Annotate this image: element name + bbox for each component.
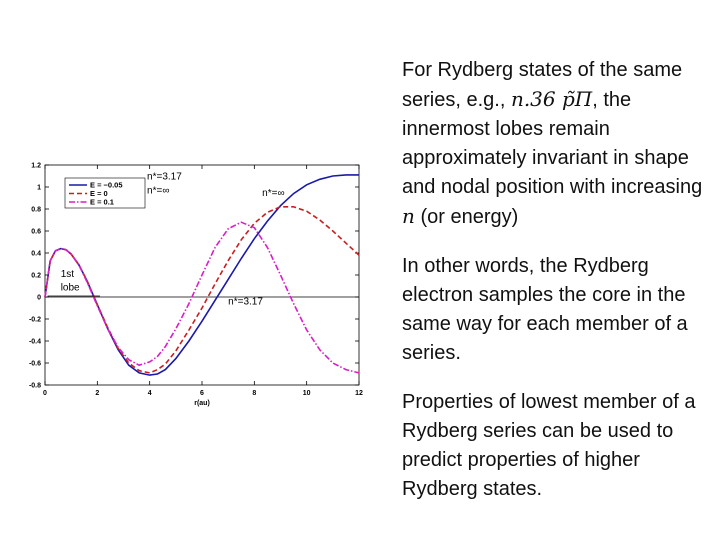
y-tick-label: 0.6 [31,228,41,236]
paragraph-core-sampling: In other words, the Rydberg electron samples the core in the same way for each member of a series. [402,255,688,364]
y-tick-label: -0.6 [28,360,41,368]
p1-line2-pre: series, e.g., [402,89,511,111]
annotation-5: 1st [60,269,75,281]
y-tick-label: 0.4 [31,250,41,258]
state-notation: n.36 p̃Π [510,87,593,111]
legend-entry-1: E = −0.05 [90,180,123,190]
y-tick-label: -0.4 [28,338,41,346]
p1-line1: For Rydberg states of the same [402,59,683,81]
paragraph-properties: Properties of lowest member of a Rydberg series can be used to predict properties of higher Rydberg states. [402,391,696,500]
legend-entry-3: E = 0.1 [90,197,114,207]
x-tick-label: 0 [43,390,47,397]
annotation-4: n*=3.17 [228,296,263,308]
symbol-n: n [402,204,415,228]
p1-end: (or energy) [414,206,519,228]
y-tick-label: 0 [37,294,41,302]
paragraph-rydberg-invariance [402,56,712,232]
legend [65,178,145,208]
x-tick-label: 4 [147,390,152,397]
y-tick-label: 1.2 [31,162,41,170]
x-tick-label: 8 [252,390,257,397]
annotation-3: n*=∞ [262,187,285,199]
p1-line2-post: , the [592,89,632,111]
p1-rest: innermost lobes remain approximately invariant in shape and nodal position with increasing [402,118,703,198]
y-tick-label: -0.2 [28,316,41,324]
annotation-6: lobe [60,282,80,294]
series-line-2 [45,207,359,373]
annotation-1: n*=3.17 [147,171,182,183]
x-tick-label: 10 [302,390,311,397]
annotation-2: n*=∞ [147,185,170,197]
x-tick-label: 12 [355,390,363,397]
x-tick-label: 2 [95,390,100,397]
text-panel [402,56,712,504]
radial-wavefunction-chart [0,150,380,420]
y-tick-label: 1 [37,184,41,192]
x-tick-label: 6 [200,390,204,397]
x-axis-label: r(au) [194,400,210,407]
legend-entry-2: E = 0 [90,189,108,198]
y-tick-label: 0.8 [31,206,41,214]
y-tick-label: -0.8 [28,382,41,390]
y-tick-label: 0.2 [31,272,41,280]
series-line-3 [45,222,359,373]
